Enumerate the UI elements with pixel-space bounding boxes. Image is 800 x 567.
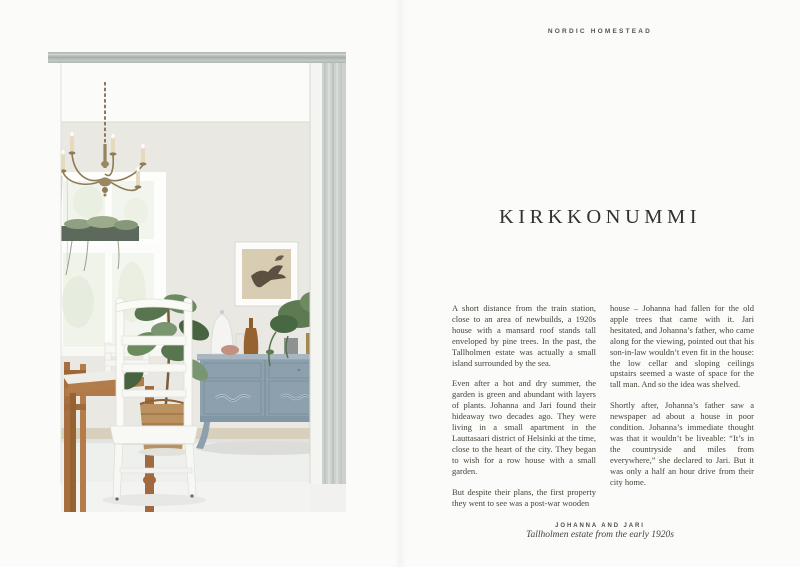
paragraph: Shortly after, Johanna’s father saw a newspaper ad about a house in poor condition. Johanna’s immediate thought was that it wouldn’t be liveable: “It’s in the countryside and miles from everywhere,” she declared to Jari. But it was only a half an hour drive from their city home. <box>610 400 754 487</box>
text-column-right <box>610 303 754 518</box>
paragraph: Even after a hot and dry summer, the garden is green and abundant with layers of plants. Johanna and Jari found their hideaway two decades ago. They were living in a small apartment in the Lauttasaari district of Helsinki at the time, close to the heart of the city. They began to wish for a row house with a small garden. <box>452 378 596 476</box>
interior-photo <box>48 52 346 512</box>
paragraph: A short distance from the train station, close to an area of newbuilds, a 1920s house with a mansard roof stands tall enveloped by pine trees. In the past, the Tallholmen estate was actually a small island surrounded by the sea. <box>452 303 596 368</box>
body-text <box>452 303 754 518</box>
paragraph: But despite their plans, the first property they went to see was a post-war wooden <box>452 486 596 508</box>
paragraph: house – Johanna had fallen for the old apple trees that came with it. Jari hesitated, and Johanna’s father, who came along for the viewing, pointed out that his son-in-law wouldn’t even fit in the house: the low cellar and sloping ceilings upstairs seemed a waste of space for the tall man. And so the idea was shelved. <box>610 303 754 390</box>
photo-caption <box>400 523 800 540</box>
chapter-title: KIRKKONUMMI <box>498 206 702 228</box>
framed-art <box>235 242 298 306</box>
running-header: NORDIC HOMESTEAD <box>547 28 653 35</box>
caption-names: JOHANNA AND JARI <box>555 523 645 529</box>
caption-description: Tallholmen estate from the early 1920s <box>526 530 674 540</box>
page-fold <box>394 0 406 567</box>
interior-photo-illustration <box>48 52 346 512</box>
window <box>51 172 168 356</box>
text-column-left <box>452 303 596 518</box>
